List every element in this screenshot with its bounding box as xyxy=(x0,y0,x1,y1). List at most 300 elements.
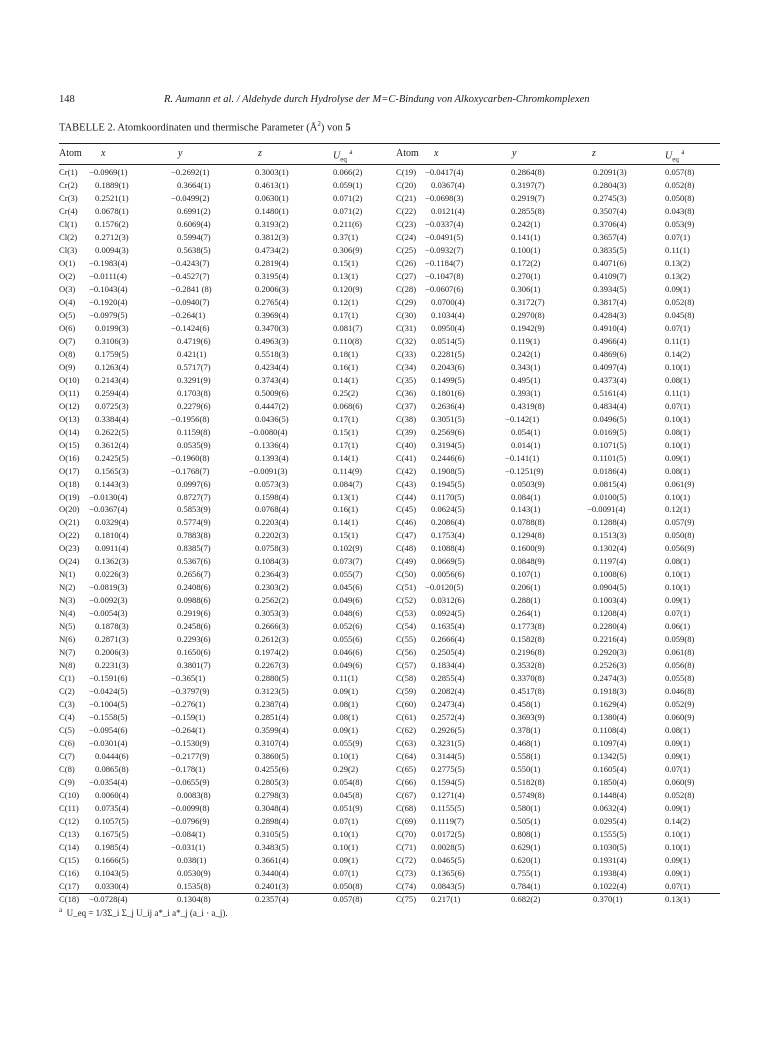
cell-y: −0.1424(6) xyxy=(171,322,210,333)
cell-z-2: 0.1448(4) xyxy=(593,790,627,801)
cell-ueq-2: 0.052(9) xyxy=(665,699,695,710)
cell-x-2: 0.2086(4) xyxy=(431,517,465,528)
table-row xyxy=(59,608,720,619)
cell-atom-2: C(46) xyxy=(396,517,417,528)
cell-ueq: 0.15(1) xyxy=(333,530,359,541)
cell-atom-2: C(26) xyxy=(396,257,417,268)
cell-y-2: 0.242(1) xyxy=(511,348,541,359)
table-row xyxy=(59,556,720,567)
cell-x: 0.0865(8) xyxy=(95,764,129,775)
cell-x: 0.2594(4) xyxy=(95,387,129,398)
cell-ueq-2: 0.13(2) xyxy=(665,270,691,281)
cell-x: −0.0301(4) xyxy=(89,738,128,749)
cell-y-2: 0.0848(9) xyxy=(511,556,545,567)
cell-z-2: 0.0815(4) xyxy=(593,478,627,489)
cell-ueq-2: 0.14(2) xyxy=(665,348,691,359)
col-head-y: y xyxy=(178,148,183,159)
table-caption: TABELLE 2. Atomkoordinaten und thermische Parameter $(Å^2)$ von 5 xyxy=(59,120,351,134)
cell-x: −0.0979(5) xyxy=(89,309,128,320)
cell-y-2: 0.270(1) xyxy=(511,270,541,281)
cell-atom: N(3) xyxy=(59,595,76,606)
cell-z-2: 0.2745(3) xyxy=(593,192,627,203)
cell-ueq: 0.16(1) xyxy=(333,504,359,515)
cell-x: 0.1878(3) xyxy=(95,621,129,632)
cell-x: −0.0054(3) xyxy=(89,608,128,619)
table-row xyxy=(59,362,720,373)
cell-x-2: 0.2666(4) xyxy=(431,634,465,645)
cell-z: 0.5518(3) xyxy=(255,348,289,359)
cell-ueq: 0.306(9) xyxy=(333,244,363,255)
cell-x-2: 0.1753(4) xyxy=(431,530,465,541)
cell-y-2: 0.682(2) xyxy=(511,893,541,904)
cell-ueq-2: 0.13(1) xyxy=(665,893,691,904)
table-row xyxy=(59,725,720,736)
col-head-x: x xyxy=(101,148,106,159)
cell-y: −0.1960(8) xyxy=(171,452,210,463)
table-row xyxy=(59,193,720,204)
cell-ueq-2: 0.060(9) xyxy=(665,712,695,723)
cell-atom: N(8) xyxy=(59,660,76,671)
col-head-ueq: $U_{eq}$ $^a$ xyxy=(333,148,353,164)
cell-z-2: 0.370(1) xyxy=(593,893,623,904)
table-row xyxy=(59,388,720,399)
cell-ueq: 0.37(1) xyxy=(333,231,359,242)
cell-y: 0.0530(9) xyxy=(177,867,211,878)
cell-z-2: 0.2920(3) xyxy=(593,647,627,658)
cell-z-2: 0.1850(4) xyxy=(593,777,627,788)
cell-x: 0.0678(1) xyxy=(95,205,129,216)
cell-y-2: 0.3532(8) xyxy=(511,660,545,671)
table-row xyxy=(59,712,720,723)
col-head-z: z xyxy=(258,148,262,159)
cell-x-2: 0.1119(7) xyxy=(431,816,465,826)
cell-ueq-2: 0.07(1) xyxy=(665,322,691,333)
cell-z: 0.3105(5) xyxy=(255,828,289,839)
cell-z: 0.2819(4) xyxy=(255,257,289,268)
cell-z-2: 0.1003(4) xyxy=(593,595,627,606)
cell-x: 0.0329(4) xyxy=(95,517,129,528)
cell-atom-2: C(23) xyxy=(396,218,417,229)
cell-atom: C(16) xyxy=(59,867,80,878)
table-row xyxy=(59,634,720,645)
cell-y: −0.2692(1) xyxy=(171,167,210,177)
page-number: 148 xyxy=(59,94,75,105)
cell-x-2: 0.1088(4) xyxy=(431,543,465,554)
cell-y: 0.2408(6) xyxy=(177,582,211,593)
table-row xyxy=(59,699,720,710)
cell-ueq: 0.110(8) xyxy=(333,335,363,346)
cell-y-2: 0.100(1) xyxy=(511,244,541,255)
cell-ueq: 0.09(1) xyxy=(333,854,359,865)
cell-y: 0.5774(9) xyxy=(177,517,211,528)
cell-z: 0.4234(4) xyxy=(255,361,289,372)
cell-atom: N(7) xyxy=(59,647,76,658)
cell-y-2: 0.458(1) xyxy=(511,699,541,710)
cell-x-2: 0.2082(4) xyxy=(431,686,465,697)
cell-y: 0.8727(7) xyxy=(177,491,211,502)
cell-y: −0.1530(9) xyxy=(171,738,210,749)
cell-x: 0.1985(4) xyxy=(95,841,129,852)
cell-y: −0.2177(9) xyxy=(171,751,210,762)
cell-x-2: 0.2281(5) xyxy=(431,348,465,359)
cell-z: 0.3860(5) xyxy=(255,751,289,762)
cell-y: 0.3801(7) xyxy=(177,660,211,671)
cell-z: 0.2612(3) xyxy=(255,634,289,645)
cell-y: 0.5638(5) xyxy=(177,244,211,255)
cell-x: 0.2425(5) xyxy=(95,452,129,463)
cell-atom-2: C(49) xyxy=(396,556,417,567)
cell-x-2: 0.1945(5) xyxy=(431,478,465,489)
cell-z-2: 0.4910(4) xyxy=(593,322,627,333)
cell-z-2: 0.4097(4) xyxy=(593,361,627,372)
cell-z: 0.0758(3) xyxy=(255,543,289,554)
cell-atom-2: C(70) xyxy=(396,828,417,839)
cell-ueq: 0.11(1) xyxy=(333,673,358,684)
cell-ueq: 0.10(1) xyxy=(333,841,359,852)
cell-atom-2: C(64) xyxy=(396,751,417,762)
cell-y: 0.1650(6) xyxy=(177,647,211,658)
cell-atom: C(8) xyxy=(59,764,75,775)
cell-z: 0.4963(3) xyxy=(255,335,289,346)
cell-x: 0.1263(4) xyxy=(95,361,129,372)
cell-y: −0.3797(9) xyxy=(171,686,210,697)
cell-atom: C(13) xyxy=(59,828,80,839)
cell-y-2: 0.1294(8) xyxy=(511,530,545,541)
cell-y-2: 0.550(1) xyxy=(511,764,541,775)
cell-atom-2: C(22) xyxy=(396,205,417,216)
cell-y: 0.6991(2) xyxy=(177,205,211,216)
cell-x: −0.1558(5) xyxy=(89,712,128,723)
cell-z-2: 0.4373(4) xyxy=(593,374,627,385)
cell-x: −0.0111(4) xyxy=(89,270,127,281)
cell-atom-2: C(25) xyxy=(396,244,417,255)
cell-atom-2: C(74) xyxy=(396,880,417,891)
cell-ueq: 0.15(1) xyxy=(333,257,359,268)
cell-ueq-2: 0.052(8) xyxy=(665,179,695,190)
cell-y: 0.038(1) xyxy=(177,854,207,865)
cell-z: 0.3483(5) xyxy=(255,841,289,852)
cell-ueq: 0.055(6) xyxy=(333,634,363,645)
cell-z-2: 0.0100(5) xyxy=(593,491,627,502)
cell-atom: O(10) xyxy=(59,374,80,385)
table-header-rule xyxy=(59,164,720,165)
cell-ueq-2: 0.045(8) xyxy=(665,309,695,320)
cell-atom: O(18) xyxy=(59,478,80,489)
cell-x-2: −0.0932(7) xyxy=(425,244,464,255)
cell-x: 0.3384(4) xyxy=(95,413,129,424)
cell-z-2: 0.3657(4) xyxy=(593,231,627,242)
cell-ueq-2: 0.061(8) xyxy=(665,647,695,658)
cell-atom-2: C(40) xyxy=(396,439,417,450)
cell-y: −0.159(1) xyxy=(171,712,206,723)
cell-ueq-2: 0.046(8) xyxy=(665,686,695,697)
table-row xyxy=(59,842,720,853)
cell-ueq-2: 0.10(1) xyxy=(665,491,691,502)
cell-z-2: 0.0496(5) xyxy=(593,413,627,424)
compound-number: 5 xyxy=(345,122,351,134)
cell-ueq-2: 0.14(2) xyxy=(665,816,691,826)
cell-y-2: 0.784(1) xyxy=(511,880,541,891)
cell-z-2: 0.0186(4) xyxy=(593,465,627,476)
cell-z-2: 0.2280(4) xyxy=(593,621,627,632)
cell-z: 0.3195(4) xyxy=(255,270,289,281)
cell-y: 0.5717(7) xyxy=(177,361,211,372)
cell-ueq-2: 0.052(8) xyxy=(665,790,695,801)
cell-atom: C(15) xyxy=(59,854,80,865)
table-row xyxy=(59,569,720,580)
table-row xyxy=(59,530,720,541)
cell-atom: C(11) xyxy=(59,803,79,814)
cell-atom-2: C(54) xyxy=(396,621,417,632)
table-row xyxy=(59,829,720,840)
cell-atom-2: C(47) xyxy=(396,530,417,541)
cell-x: 0.1362(3) xyxy=(95,556,129,567)
cell-atom-2: C(58) xyxy=(396,673,417,684)
cell-y-2: 0.558(1) xyxy=(511,751,541,762)
cell-y: 0.6069(4) xyxy=(177,218,211,229)
cell-ueq: 0.29(2) xyxy=(333,764,359,775)
footnote-mark: a xyxy=(59,906,63,914)
cell-x: 0.1666(5) xyxy=(95,854,129,865)
cell-atom-2: C(35) xyxy=(396,374,417,385)
cell-z: 0.2805(3) xyxy=(255,777,289,788)
cell-atom-2: C(28) xyxy=(396,283,417,294)
cell-z-2: 0.3706(4) xyxy=(593,218,627,229)
cell-x-2: 0.2636(4) xyxy=(431,400,465,411)
cell-z-2: 0.1605(4) xyxy=(593,764,627,775)
cell-atom-2: C(31) xyxy=(396,322,417,333)
cell-y: −0.1956(8) xyxy=(171,413,210,424)
cell-x-2: 0.0514(5) xyxy=(431,335,465,346)
cell-x: −0.0367(4) xyxy=(89,504,128,515)
cell-y: 0.1159(8) xyxy=(177,426,211,437)
cell-atom: O(12) xyxy=(59,400,80,411)
cell-ueq: 0.18(1) xyxy=(333,348,359,359)
cell-y: 0.8385(7) xyxy=(177,543,211,554)
cell-y-2: 0.629(1) xyxy=(511,841,541,852)
cell-z-2: 0.4071(6) xyxy=(593,257,627,268)
cell-atom: C(2) xyxy=(59,686,75,697)
cell-x: 0.1565(3) xyxy=(95,465,129,476)
cell-x-2: 0.3051(5) xyxy=(431,413,465,424)
cell-z: 0.2006(3) xyxy=(255,283,289,294)
cell-z-2: 0.1101(5) xyxy=(593,452,627,463)
cell-y-2: 0.3370(8) xyxy=(511,673,545,684)
cell-z: −0.0091(3) xyxy=(249,465,288,476)
cell-ueq-2: 0.10(1) xyxy=(665,361,691,372)
cell-z: −0.0080(4) xyxy=(249,426,288,437)
cell-z: 0.2203(4) xyxy=(255,517,289,528)
cell-atom-2: C(39) xyxy=(396,426,417,437)
cell-x: 0.3106(3) xyxy=(95,335,129,346)
cell-ueq-2: 0.043(8) xyxy=(665,205,695,216)
cell-ueq: 0.052(6) xyxy=(333,621,363,632)
cell-x-2: −0.0698(3) xyxy=(425,192,464,203)
cell-z-2: 0.0295(4) xyxy=(593,816,627,826)
table-row xyxy=(59,803,720,814)
table-row xyxy=(59,855,720,866)
cell-z-2: 0.1918(3) xyxy=(593,686,627,697)
cell-y-2: 0.468(1) xyxy=(511,738,541,749)
cell-y-2: 0.206(1) xyxy=(511,582,541,593)
cell-ueq-2: 0.11(1) xyxy=(665,244,690,255)
table-row xyxy=(59,738,720,749)
cell-z: 0.0630(1) xyxy=(255,192,289,203)
cell-ueq-2: 0.056(8) xyxy=(665,660,695,671)
table-row xyxy=(59,764,720,775)
cell-x: 0.0725(3) xyxy=(95,400,129,411)
cell-z: 0.2357(4) xyxy=(255,893,289,904)
cell-ueq-2: 0.10(1) xyxy=(665,413,691,424)
cell-y-2: −0.1251(9) xyxy=(505,465,544,476)
cell-y-2: 0.141(1) xyxy=(511,231,541,242)
cell-y-2: 0.288(1) xyxy=(511,595,541,606)
table-row xyxy=(59,881,720,892)
cell-atom: Cl(3) xyxy=(59,244,78,255)
cell-y-2: 0.242(1) xyxy=(511,218,541,229)
cell-z: 0.3743(4) xyxy=(255,374,289,385)
cell-x: −0.0130(4) xyxy=(89,491,128,502)
cell-atom: O(21) xyxy=(59,517,80,528)
cell-ueq: 0.08(1) xyxy=(333,699,359,710)
cell-atom-2: C(48) xyxy=(396,543,417,554)
cell-atom: O(23) xyxy=(59,543,80,554)
cell-y-2: 0.5749(8) xyxy=(511,790,545,801)
table-row xyxy=(59,660,720,671)
table-row xyxy=(59,751,720,762)
cell-z-2: 0.4284(3) xyxy=(593,309,627,320)
cell-ueq: 0.17(1) xyxy=(333,309,359,320)
cell-ueq: 0.045(8) xyxy=(333,790,363,801)
cell-z: 0.2303(2) xyxy=(255,582,289,593)
cell-atom: C(7) xyxy=(59,751,75,762)
table-row xyxy=(59,349,720,360)
cell-ueq: 0.07(1) xyxy=(333,816,359,826)
table-row xyxy=(59,647,720,658)
cell-z: 0.3440(4) xyxy=(255,867,289,878)
cell-atom-2: C(27) xyxy=(396,270,417,281)
cell-atom: O(17) xyxy=(59,465,80,476)
cell-x: 0.1057(5) xyxy=(95,816,129,826)
cell-y: 0.0988(6) xyxy=(177,595,211,606)
cell-x-2: 0.1801(6) xyxy=(431,387,465,398)
cell-y: 0.2919(6) xyxy=(177,608,211,619)
cell-atom-2: C(45) xyxy=(396,504,417,515)
cell-x-2: 0.0700(4) xyxy=(431,296,465,307)
cell-x-2: 0.0056(6) xyxy=(431,569,465,580)
cell-z-2: 0.2526(3) xyxy=(593,660,627,671)
cell-y: −0.031(1) xyxy=(171,841,206,852)
cell-ueq-2: 0.057(8) xyxy=(665,167,695,177)
cell-y: 0.7883(8) xyxy=(177,530,211,541)
cell-atom-2: C(20) xyxy=(396,179,417,190)
cell-z: 0.3053(3) xyxy=(255,608,289,619)
cell-x-2: 0.1170(5) xyxy=(431,491,465,502)
table-row xyxy=(59,414,720,425)
cell-y: −0.4527(7) xyxy=(171,270,210,281)
cell-y-2: 0.755(1) xyxy=(511,867,541,878)
cell-atom: C(10) xyxy=(59,790,80,801)
table-row xyxy=(59,777,720,788)
cell-ueq-2: 0.061(9) xyxy=(665,478,695,489)
cell-x-2: 0.0172(5) xyxy=(431,828,465,839)
cell-y-2: 0.084(1) xyxy=(511,491,541,502)
cell-atom: C(12) xyxy=(59,816,80,826)
cell-atom-2: C(53) xyxy=(396,608,417,619)
cell-ueq: 0.114(9) xyxy=(333,465,363,476)
cell-x: −0.1004(5) xyxy=(89,699,128,710)
cell-y-2: 0.1582(8) xyxy=(511,634,545,645)
cell-x-2: 0.0669(5) xyxy=(431,556,465,567)
cell-ueq-2: 0.07(1) xyxy=(665,764,691,775)
cell-ueq-2: 0.06(1) xyxy=(665,621,691,632)
cell-z-2: 0.2804(3) xyxy=(593,179,627,190)
cell-ueq-2: 0.07(1) xyxy=(665,231,691,242)
cell-ueq: 0.10(1) xyxy=(333,751,359,762)
cell-z: 0.1336(4) xyxy=(255,439,289,450)
cell-y-2: 0.2970(8) xyxy=(511,309,545,320)
cell-atom-2: C(50) xyxy=(396,569,417,580)
table-bottom-rule xyxy=(59,893,720,894)
cell-ueq-2: 0.052(8) xyxy=(665,296,695,307)
cell-ueq-2: 0.050(8) xyxy=(665,530,695,541)
col-head-x-2: x xyxy=(434,148,439,159)
table-row xyxy=(59,479,720,490)
cell-atom: C(17) xyxy=(59,880,80,891)
table-row xyxy=(59,310,720,321)
cell-x-2: 0.0367(4) xyxy=(431,179,465,190)
cell-z: 0.3969(4) xyxy=(255,309,289,320)
cell-atom: O(22) xyxy=(59,530,80,541)
cell-ueq-2: 0.057(9) xyxy=(665,517,695,528)
cell-atom: O(16) xyxy=(59,452,80,463)
cell-z-2: 0.1513(3) xyxy=(593,530,627,541)
cell-atom-2: C(36) xyxy=(396,387,417,398)
cell-atom: O(3) xyxy=(59,283,76,294)
cell-atom: O(4) xyxy=(59,296,76,307)
cell-z: 0.3107(4) xyxy=(255,738,289,749)
cell-y-2: 0.378(1) xyxy=(511,725,541,736)
cell-atom: O(2) xyxy=(59,270,76,281)
cell-ueq: 0.084(7) xyxy=(333,478,363,489)
cell-z: 0.2202(3) xyxy=(255,530,289,541)
cell-y-2: 0.054(1) xyxy=(511,426,541,437)
cell-atom: O(6) xyxy=(59,322,76,333)
cell-x: −0.0092(3) xyxy=(89,595,128,606)
cell-x-2: 0.1499(5) xyxy=(431,374,465,385)
cell-atom-2: C(57) xyxy=(396,660,417,671)
cell-z-2: 0.2216(4) xyxy=(593,634,627,645)
table-row xyxy=(59,245,720,256)
cell-atom-2: C(73) xyxy=(396,867,417,878)
cell-z-2: 0.3507(4) xyxy=(593,205,627,216)
table-row xyxy=(59,323,720,334)
cell-z-2: 0.1197(4) xyxy=(593,556,627,567)
cell-x: −0.1043(4) xyxy=(89,283,128,294)
cell-atom: O(14) xyxy=(59,426,80,437)
table-row xyxy=(59,232,720,243)
cell-ueq-2: 0.13(2) xyxy=(665,257,691,268)
cell-y-2: 0.0503(9) xyxy=(511,478,545,489)
cell-x: 0.2521(1) xyxy=(95,192,129,203)
cell-atom-2: C(42) xyxy=(396,465,417,476)
cell-ueq-2: 0.11(1) xyxy=(665,387,690,398)
cell-atom-2: C(32) xyxy=(396,335,417,346)
cell-x: 0.1810(4) xyxy=(95,530,129,541)
cell-y: 0.421(1) xyxy=(177,348,207,359)
cell-x-2: 0.1155(5) xyxy=(431,803,465,814)
cell-x: 0.1043(5) xyxy=(95,867,129,878)
